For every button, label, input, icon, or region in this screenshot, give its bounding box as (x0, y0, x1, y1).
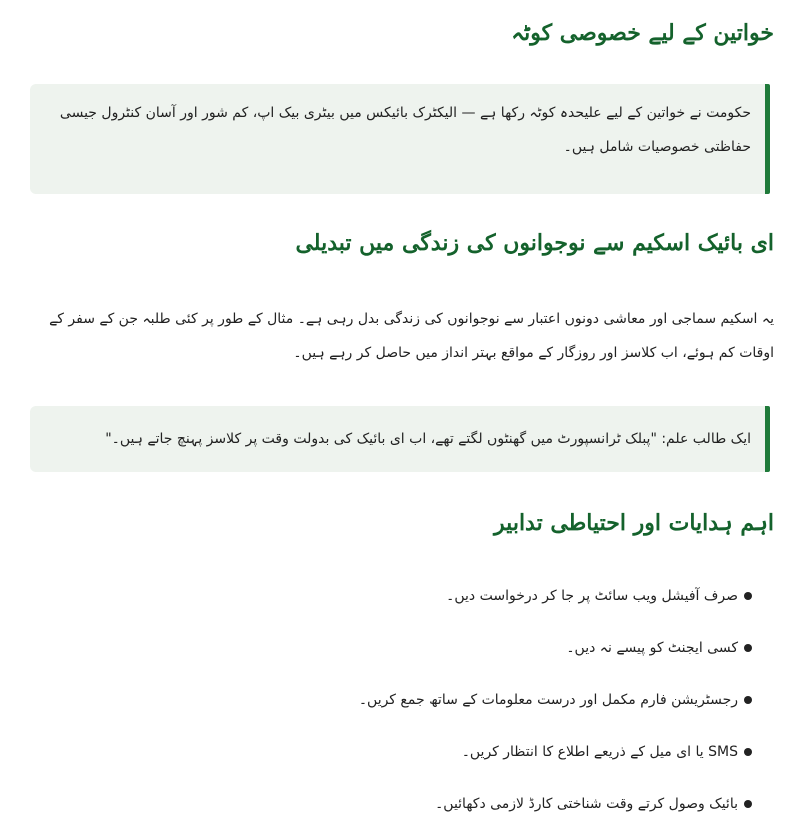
bullet-icon (744, 748, 752, 756)
list-item-text: کسی ایجنٹ کو پیسے نہ دیں۔ (566, 640, 738, 656)
list-item (359, 636, 772, 660)
list-item (359, 740, 772, 764)
list-item-text: SMS یا ای میل کے ذریعے اطلاع کا انتظار کریں۔ (461, 744, 738, 760)
list-item (359, 792, 772, 816)
list-item-text: صرف آفیشل ویب سائٹ پر جا کر درخواست دیں۔ (446, 588, 738, 604)
list-item-text: بائیک وصول کرتے وقت شناختی کارڈ لازمی دکھائیں۔ (435, 796, 738, 812)
bullet-icon (744, 696, 752, 704)
student-quote-callout (30, 406, 770, 472)
women-quota-heading: خواتین کے لیے خصوصی کوٹہ (511, 20, 774, 46)
youth-change-paragraph: یہ اسکیم سماجی اور معاشی دونوں اعتبار سے نوجوانوں کی زندگی بدل رہی ہے۔ مثال کے طور پر کئی طلبہ جن کے سفر کے اوقات کم ہوئے، اب کلاسز اور روزگار کے مواقع بہتر انداز میں حاصل کر رہے ہیں۔ (49, 311, 774, 361)
list-item-text: رجسٹریشن فارم مکمل اور درست معلومات کے ساتھ جمع کریں۔ (358, 692, 738, 708)
youth-change-heading: ای بائیک اسکیم سے نوجوانوں کی زندگی میں تبدیلی (295, 230, 774, 256)
list-item (359, 584, 772, 608)
women-quota-callout-text: حکومت نے خواتین کے لیے علیحدہ کوٹہ رکھا ہے — الیکٹرک بائیکس میں بیٹری بیک اپ، کم شور اور آسان کنٹرول جیسی حفاظتی خصوصیات شامل ہیں۔ (59, 105, 751, 155)
women-quota-callout (30, 84, 770, 194)
guidelines-heading: اہم ہدایات اور احتیاطی تدابیر (494, 510, 774, 536)
list-item (359, 688, 772, 712)
bullet-icon (744, 644, 752, 652)
bullet-icon (744, 592, 752, 600)
student-quote-text: ایک طالب علم: "پبلک ٹرانسپورٹ میں گھنٹوں لگتے تھے، اب ای بائیک کی بدولت وقت پر کلاسز پہنچ جاتے ہیں۔" (105, 431, 751, 447)
bullet-icon (744, 800, 752, 808)
guidelines-list (359, 584, 772, 831)
